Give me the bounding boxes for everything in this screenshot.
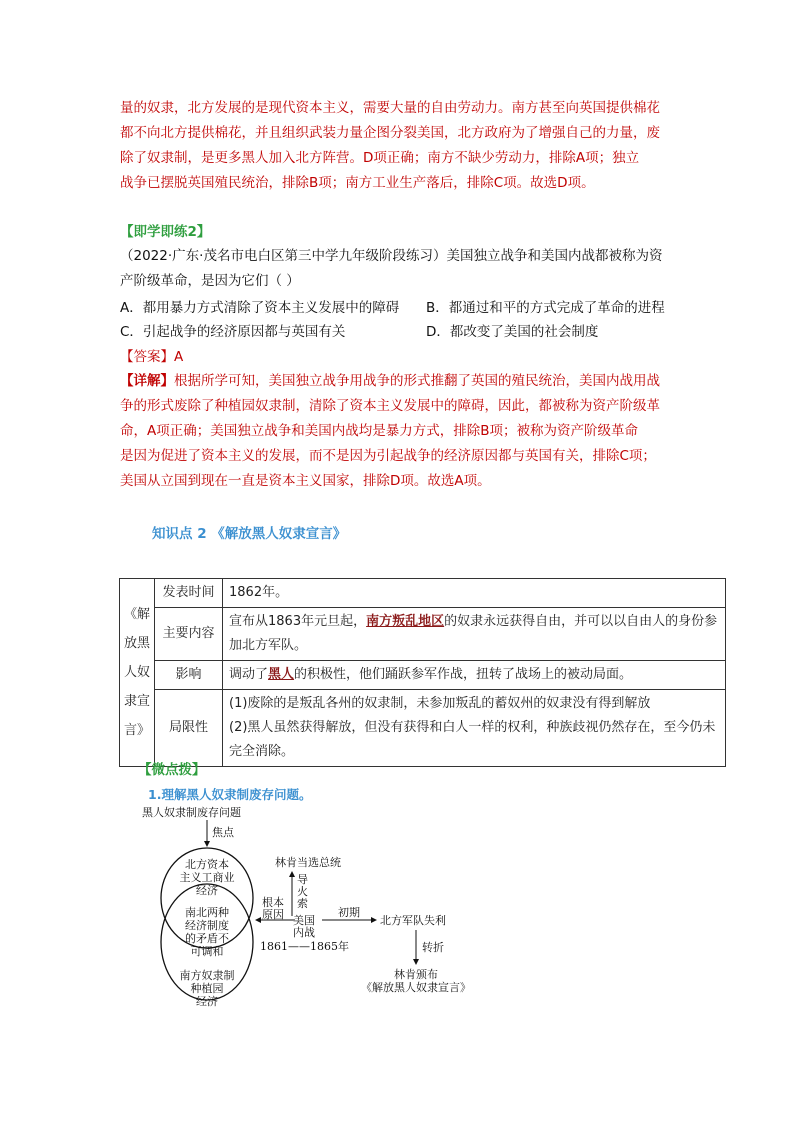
south-text: 南方奴隶制 xyxy=(179,969,235,982)
answer-line xyxy=(120,345,183,370)
fuse-text: 火 xyxy=(297,885,308,898)
diagram-top-label: 黑人奴隶制废存问题 xyxy=(142,806,241,819)
detail-text: 根据所学可知，美国独立战争用战争的形式推翻了英国的殖民统治，美国内战用战 xyxy=(174,373,660,389)
south-text: 经济 xyxy=(196,995,218,1008)
detail-line xyxy=(120,369,692,394)
turn-text: 转折 xyxy=(422,941,444,954)
detail-line: 争的形式废除了种植园奴隶制，清除了资本主义发展中的障碍，因此，都被称为资产阶级革 xyxy=(120,398,660,414)
table-row xyxy=(120,690,726,767)
table-title-cell: 《解放黑人奴隶宣言》 xyxy=(120,579,155,767)
option-c: C．引起战争的经济原因都与英国有关 xyxy=(120,324,346,340)
question-line: 产阶级革命，是因为它们（ ） xyxy=(120,273,300,289)
detail-line: 命，A项正确；美国独立战争和美国内战均是暴力方式，排除B项；被称为资产阶级革命 xyxy=(120,423,638,439)
content-text: 宣布从1863年元旦起， xyxy=(229,614,367,629)
practice-question xyxy=(120,244,692,294)
middle-text: 经济制度 xyxy=(185,919,229,932)
option-a: A．都用暴力方式清除了资本主义发展中的障碍 xyxy=(120,300,400,316)
row-label: 局限性 xyxy=(155,690,223,767)
explanation-line: 都不向北方提供棉花，并且组织武装力量企图分裂美国，北方政府为了增强自己的力量，废 xyxy=(120,125,660,141)
north-defeat-text: 北方军队失利 xyxy=(380,914,446,927)
highlight-text: 黑人 xyxy=(268,667,295,682)
table-row xyxy=(120,579,726,608)
early-text: 初期 xyxy=(338,906,360,919)
knowledge-heading: 知识点 2 《解放黑人奴隶宣言》 xyxy=(152,526,347,542)
slavery-issue-diagram xyxy=(140,806,500,1016)
row-content xyxy=(223,690,726,767)
option-b: B．都通过和平的方式完成了革命的进程 xyxy=(426,300,665,316)
explanation-line: 战争已摆脱英国殖民统治，排除B项；南方工业生产落后，排除C项。故选D项。 xyxy=(120,175,595,191)
root-cause-text: 原因 xyxy=(262,908,284,921)
row-label: 发表时间 xyxy=(155,579,223,608)
practice-heading: 【即学即练2】 xyxy=(120,224,211,240)
content-text: (2)黑人虽然获得解放，但没有获得和白人一样的权利，种族歧视仍然存在，至今仍未完全消除。 xyxy=(229,720,716,759)
north-text: 主义工商业 xyxy=(179,871,235,884)
diagram-lincoln: 林肯当选总统 xyxy=(275,856,341,869)
explanation-paragraph xyxy=(120,96,692,196)
diagram-focus: 焦点 xyxy=(212,826,234,839)
north-text: 经济 xyxy=(196,884,218,897)
south-text: 种植园 xyxy=(190,982,224,995)
middle-text: 可调和 xyxy=(190,945,224,958)
war-text: 内战 xyxy=(293,926,315,939)
war-text: 美国 xyxy=(293,914,315,927)
row-content xyxy=(223,661,726,690)
fuse-text: 索 xyxy=(297,897,308,910)
content-text: 的积极性，他们踊跃参军作战，扭转了战场上的被动局面。 xyxy=(294,667,633,682)
row-label: 主要内容 xyxy=(155,608,223,661)
fuse-text: 导 xyxy=(297,873,308,886)
war-years: 1861——1865年 xyxy=(260,940,349,953)
table-row xyxy=(120,608,726,661)
tip-heading: 【微点拨】 xyxy=(138,762,206,778)
detail-line: 是因为促进了资本主义的发展，而不是因为引起战争的经济原因都与英国有关，排除C项； xyxy=(120,448,656,464)
row-content xyxy=(223,608,726,661)
detail-paragraph xyxy=(120,369,692,494)
middle-text: 南北两种 xyxy=(185,906,229,919)
content-text: (1)废除的是叛乱各州的奴隶制，未参加叛乱的蓄奴州的奴隶没有得到解放 xyxy=(229,696,651,711)
question-line: （2022·广东·茂名市电白区第三中学九年级阶段练习）美国独立战争和美国内战都被称为资 xyxy=(120,248,663,264)
row-label: 影响 xyxy=(155,661,223,690)
content-text: 的奴隶永远获得自由，并可以以自由人的身份参加北方军队。 xyxy=(229,614,718,653)
answer-value: A xyxy=(174,349,184,365)
explanation-line: 量的奴隶，北方发展的是现代资本主义，需要大量的自由劳动力。南方甚至向英国提供棉花 xyxy=(120,100,660,116)
content-text: 调动了 xyxy=(229,667,269,682)
proclamation-text: 《解放黑人奴隶宣言》 xyxy=(361,981,471,994)
tip-subheading: 1.理解黑人奴隶制废存问题。 xyxy=(148,787,312,802)
lincoln-issue-text: 林肯颁布 xyxy=(394,968,438,981)
detail-label: 【详解】 xyxy=(120,373,174,389)
row-content: 1862年。 xyxy=(223,579,726,608)
root-cause-text: 根本 xyxy=(262,896,284,909)
detail-line: 美国从立国到现在一直是资本主义国家，排除D项。故选A项。 xyxy=(120,473,491,489)
highlight-text: 南方叛乱地区 xyxy=(366,614,445,629)
north-text: 北方资本 xyxy=(185,858,229,871)
middle-text: 的矛盾不 xyxy=(185,932,229,945)
table-row xyxy=(120,661,726,690)
answer-label: 【答案】 xyxy=(120,349,174,365)
explanation-line: 除了奴隶制，是更多黑人加入北方阵营。D项正确；南方不缺少劳动力，排除A项；独立 xyxy=(120,150,640,166)
knowledge-table xyxy=(119,578,726,767)
option-d: D．都改变了美国的社会制度 xyxy=(426,324,599,340)
